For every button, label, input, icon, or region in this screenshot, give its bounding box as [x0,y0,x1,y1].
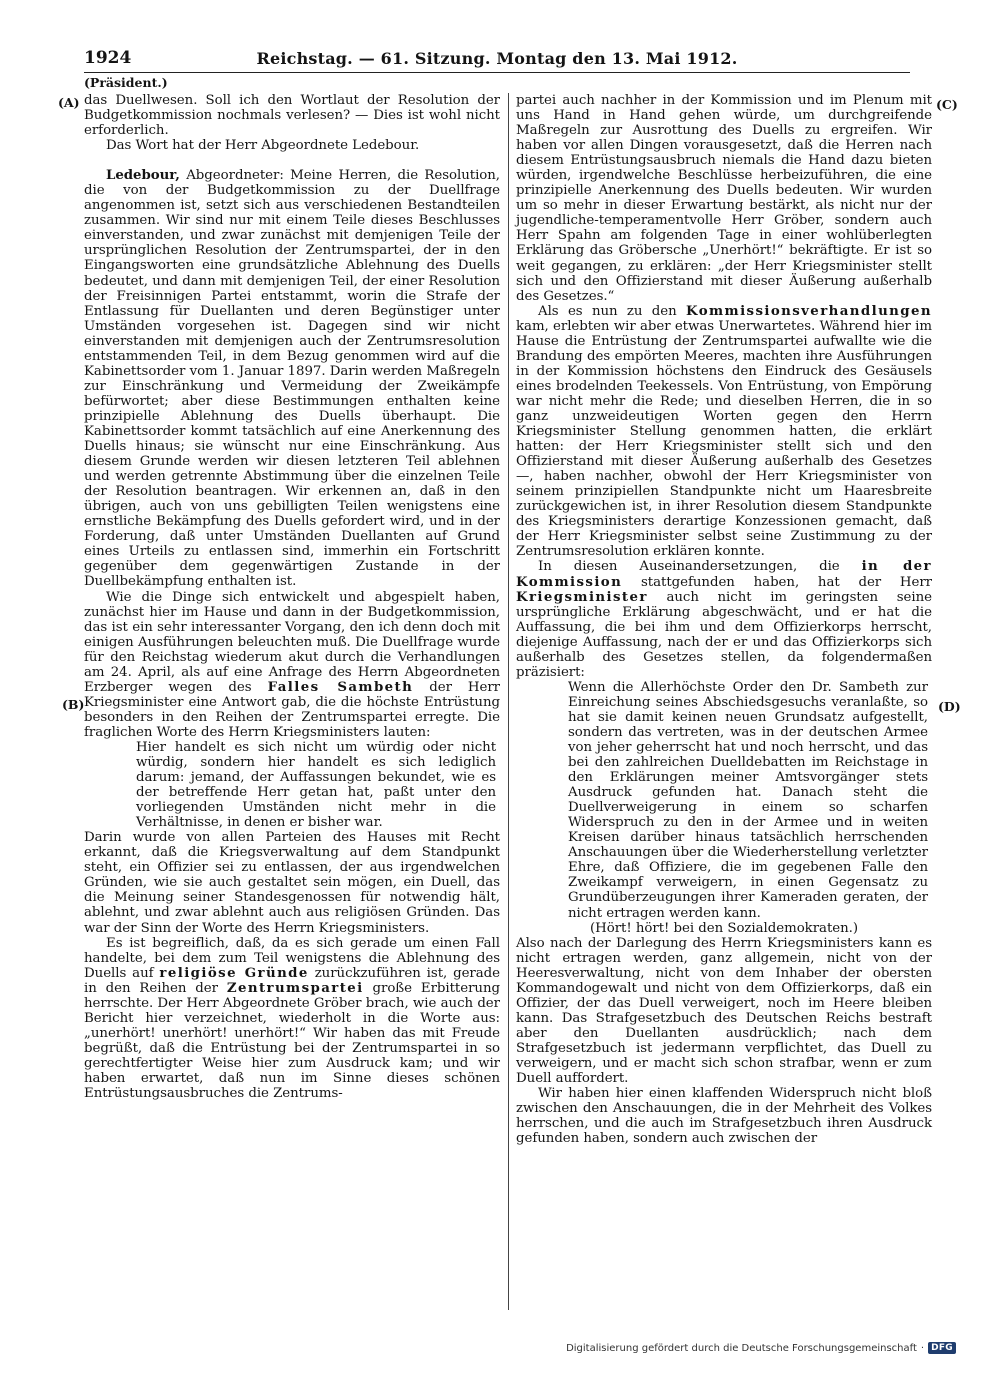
block-quote: Wenn die Allerhöchste Order den Dr. Sambeth zur Einreichung seines Abschiedsgesuchs veranlaßte, so hat sie damit keinen neuen Grundsatz aufgestellt, sondern das vertreten, was in der deutschen Armee von jeher geherrscht hat und noch herrscht, und das bei den zahlreichen Duelldebatten im Reichstage in den Erklärungen meiner Amtsvorgänger stets Ausdruck gefunden hat. Danach steht die Duellverweigerung in einem so scharfen Widerspruch zu den in der Armee und in weiten Kreisen darüber hinaus tatsächlich herrschenden Anschauungen über die Wiederherstellung verletzter Ehre, daß Offiziere, die im gegebenen Falle den Zweikampf verweigern, in einen Gegensatz zu Grundüberzeugungen ihrer Kameraden geraten, der nicht ertragen werden kann. [568,679,928,921]
paragraph-text: stattgefunden haben, hat der Herr [622,574,932,590]
paragraph-text: In diesen Auseinandersetzungen, die [538,559,862,575]
header-rule [84,72,910,73]
margin-marker-a: (A) [58,95,80,110]
block-quote: Hier handelt es sich nicht um würdig oder nicht würdig, sondern hier handelt es sich lediglich darum: jemand, der Auffassungen bekundet, wie es der betreffende Herr getan hat, paßt unter den vorliegenden Umständen nicht mehr in die Verhältnisse, in denen er bisher war. [136,739,496,831]
paragraph: partei auch nachher in der Kommission und im Plenum mit uns Hand in Hand gehen würde, um durchgreifende Maßregeln zur Ausrottung des Duells zu ergreifen. Wir haben vor allen Dingen vorausgesetzt, daß die Herren nach diesem Entrüstungsausbruch niemals die Hand dazu bieten würden, irgendwelche Beschlüsse herbeizuführen, die eine prinzipielle Anerkennung des Duells bedeuten. Wir wurden um so mehr in dieser Erwartung bestärkt, als nicht nur der jugendliche-temperamentvolle Herr Gröber, sondern auch Herr Spahn am folgenden Tage in einer wohlüberlegten Erklärung das Gröbersche „Unerhört!“ bekräftigte. Er ist so weit gegangen, zu erklären: „der Herr Kriegsminister stellt sich und den Offizierstand mit dieser Äußerung außerhalb des Gesetzes.“ [516,93,932,304]
left-column [84,93,500,1101]
paragraph [84,590,500,740]
margin-marker-c: (C) [936,97,958,112]
emphasis-text: Kommissionsverhandlungen [686,302,932,319]
paragraph-text: Es ist begreiflich, daß, da es sich gerade um einen Fall handelte, bei dem zum Teil wenigstens die Ablehnung des Duells auf [84,935,500,981]
paragraph-text: der Herr Kriegsminister eine Antwort gab, die die höchste Entrüstung besonders in den Reihen der Zentrumspartei erregte. Die fraglichen Worte des Herrn Kriegsministers lauten: [84,679,500,740]
paragraph-text: große Erbitterung herrschte. Der Herr Abgeordnete Gröber brach, wie auch der Bericht hier verzeichnet, wiederholt in die Worte aus: „unerhört! unerhört! unerhört!“ Wir haben das mit Freude begrüßt, daß die Entrüstung bei der Zentrumspartei in so gerechtfertigter Weise hier zum Ausdruck kam; und wir haben erwartet, daß nun im Sinne dieses schönen Entrüstungsausbruches die Zentrums- [84,980,501,1102]
emphasis-text: religiöse Gründe [159,964,309,981]
page-header [84,48,910,70]
paragraph [516,304,932,560]
page-number: 1924 [84,48,132,68]
column-divider [508,93,509,1310]
paragraph: Das Wort hat der Herr Abgeordnete Ledebour. [106,138,420,154]
paragraph-text: Wie die Dinge sich entwickelt und abgespielt haben, zunächst hier im Hause und dann in der Budgetkommission, das ist ein sehr interessanter Vorgang, den ich denn doch mit einigen Ausführungen beleuchten muß. Die Duellfrage wurde für den Reichstag wiederum akut durch die Verhandlungen am 24. April, als auf eine Anfrage des Herrn Abgeordneten Erzberger wegen des [84,589,500,695]
emphasis-text: in der Kommission [516,558,932,590]
margin-marker-b: (B) [62,697,85,712]
paragraph-text: zurückzuführen ist, gerade in den Reihen der [84,965,501,996]
paragraph: das Duellwesen. Soll ich den Wortlaut der Resolution der Budgetkommission nochmals verlesen? — Dies ist wohl nicht erforderlich. [84,93,500,139]
footer-credit-text: Digitalisierung gefördert durch die Deutsche Forschungsgemeinschaft [566,1342,917,1354]
emphasis-text: Kriegsminister [516,588,648,605]
footer-credit [566,1342,956,1354]
footer-separator: · [920,1342,925,1354]
right-column [516,93,932,1146]
margin-marker-d: (D) [938,699,961,714]
dfg-logo: DFG [928,1342,956,1354]
paragraph [84,936,500,1102]
paragraph-text: Als es nun zu den [538,303,687,319]
running-title: Reichstag. — 61. Sitzung. Montag den 13. Mai 1912. [256,49,738,68]
paragraph-text: kam, erlebten wir aber etwas Unerwartetes. Während hier im Hause die Entrüstung der Zentrumspartei aufwallte wie die Brandung des empörten Meeres, machten ihre Ausführungen in der Kommission höchstens den Eindruck des Gesäusels eines brodelnden Teekessels. Von Entrüstung, von Empörung war nicht mehr die Rede; und dieselben Herren, die in so ganz unzweideutigen Worten gegen den Herrn Kriegsminister Stellung genommen hatten, die erklärt hatten: der Herr Kriegsminister stellt sich und den Offizierstand mit dieser Äußerung außerhalb des Gesetzes —, haben nachher, obwohl der Herr Kriegsminister von seinem prinzipiellen Standpunkte nicht um Haaresbreite zurückgewichen ist, in ihrer Resolution diesem Standpunkte des Kriegsministers derartige Konzessionen gemacht, daß der Herr Kriegsminister selbst seine Zustimmung zu der Zentrumsresolution erklären konnte. [516,318,932,560]
interjection: (Hört! hört! bei den Sozialdemokraten.) [589,920,858,936]
paragraph: Darin wurde von allen Parteien des Hauses mit Recht erkannt, daß die Kriegsverwaltung auf dem Standpunkt steht, ein Offizier sei zu entlassen, der aus irgendwelchen Gründen, wie sie auch gestaltet sein mögen, ein Duell, das die Meinung seiner Standesgenossen für notwendig hält, ablehnt, und zwar ablehnt auch aus religiösen Gründen. Das war der Sinn der Worte des Herrn Kriegsministers. [84,830,500,936]
paragraph-text: auch nicht im geringsten seine ursprüngliche Erklärung abgeschwächt, und er hat die Auffassung, die bei ihm und dem Offizierkorps herrscht, diejenige Auffassung, nach der er und das Offizierkorps sich außerhalb des Gesetzes stellen, da folgendermaßen präzisiert: [516,589,932,680]
paragraph: Also nach der Darlegung des Herrn Kriegsministers kann es nicht ertragen werden, ganz allgemein, nicht von der Heeresverwaltung, nicht von dem Inhaber der obersten Kommandogewalt und nicht von dem Offizierkorps, daß ein Offizier, der das Duell verweigert, noch im Heere bleiben kann. Das Strafgesetzbuch des Deutschen Reichs bestraft aber den Duellanten ausdrücklich; nach dem Strafgesetzbuch ist jedermann verpflichtet, das Duell zu verweigern, und er macht sich schon strafbar, wenn er zum Duell auffordert. [516,935,932,1087]
paragraph: Wir haben hier einen klaffenden Widerspruch nicht bloß zwischen den Anschauungen, die in der Mehrheit des Volkes herrschen, und die auch im Strafgesetzbuch ihren Ausdruck gefunden haben, sondern auch zwischen der [516,1086,932,1147]
speaker-label: (Präsident.) [84,75,168,90]
speaker-name: Ledebour, [106,167,180,184]
emphasis-text: Falles Sambeth [267,678,414,695]
spacer [84,153,500,168]
paragraph [516,559,932,679]
emphasis-text: Zentrumspartei [226,979,364,996]
paragraph-text: Abgeordneter: Meine Herren, die Resolution, die von der Budgetkommission zu der Duellfrage angenommen ist, setzt sich aus verschiedenen Bestandteilen zusammen. Wir sind nur mit einem Teile dieses Beschlusses einverstanden, und zwar zunächst mit demjenigen Teile der ursprünglichen Resolution der Zentrumspartei, der in den Eingangsworten eine grundsätzliche Ablehnung des Duells bedeutet, und dann mit demjenigen Teil, der einer Resolution der Freisinnigen Partei entstammt, worin die Strafe der Entlassung für Duellanten und deren Begünstiger unter Umständen vorgesehen ist. Dagegen sind wir nicht einverstanden mit demjenigen auch der Zentrumsresolution entstammenden Teil, in dem Bezug genommen wird auf die Kabinettsorder vom 1. Januar 1897. Darin werden Maßregeln zur Einschränkung und Vermeidung der Zweikämpfe befürwortet; aber diese Bestimmungen enthalten keine prinzipielle Ablehnung des Duells überhaupt. Die Kabinettsorder kommt tatsächlich auf eine Anerkennung des Duells hinaus; sie wünscht nur eine Einschränkung. Aus diesem Grunde werden wir diesen letzteren Teil ablehnen und werden getrennte Abstimmung über die einzelnen Teile der Resolution beantragen. Wir erkennen an, daß in den übrigen, auch von uns gebilligten Teilen wenigstens eine ernstliche Bekämpfung des Duells gefordert wird, und in der Forderung, daß unter Umständen Duellanten auf Grund eines Urteils zu entlassen sind, immerhin ein Fortschritt gegenüber dem gegenwärtigen Zustande in der Duellbekämpfung enthalten ist. [84,168,500,590]
paragraph [84,168,500,589]
